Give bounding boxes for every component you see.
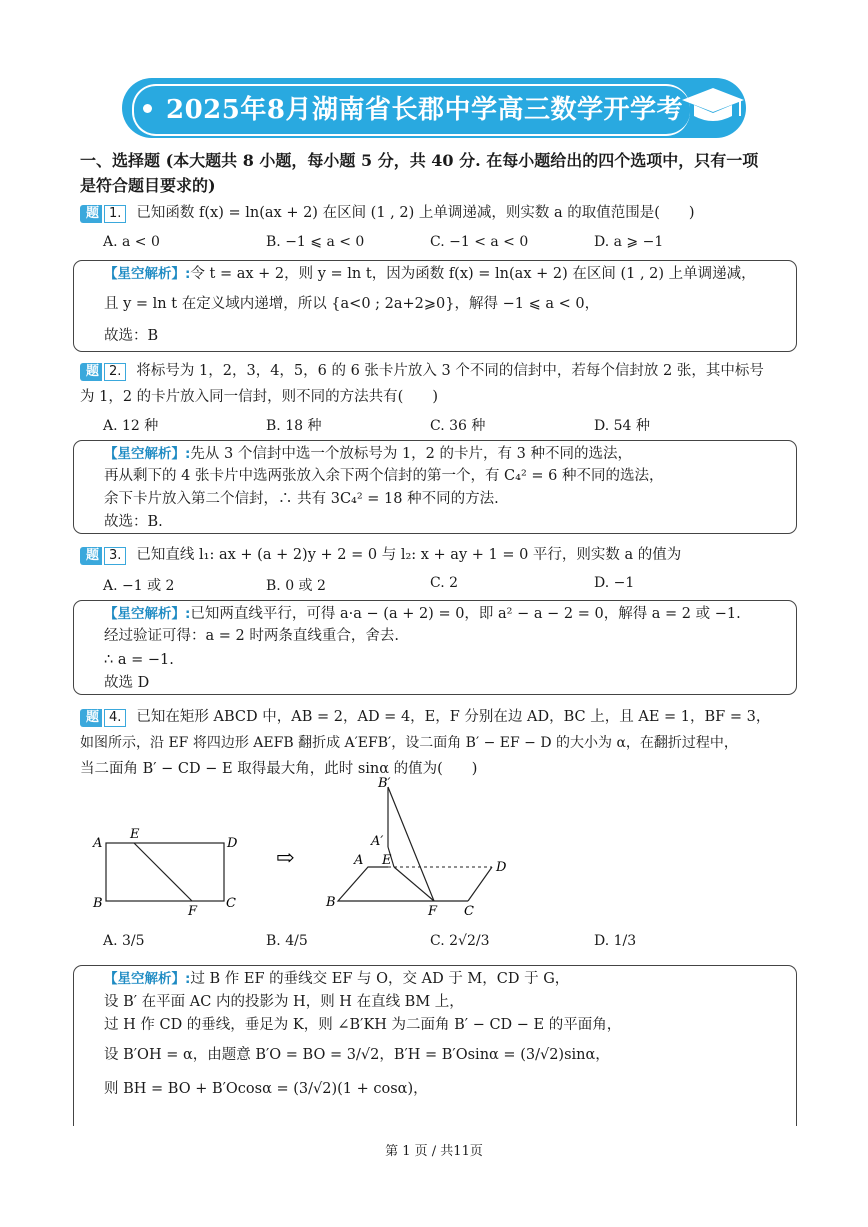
question-text: 已知在矩形 ABCD 中，AB = 2，AD = 4，E，F 分别在边 AD，BC 上，且 AE = 1，BF = 3， — [136, 709, 771, 725]
analysis-line: 过 H 作 CD 的垂线，垂足为 K，则 ∠B′KH 为二面角 B′ − CD − E 的平面角， — [104, 1017, 622, 1033]
option-c[interactable]: C. 2 — [430, 575, 459, 591]
label-f2: F — [428, 904, 438, 919]
analysis-label: 【星空解析】: — [104, 606, 191, 622]
fold-line-ef — [134, 843, 192, 901]
label-e: E — [130, 827, 140, 842]
label-f: F — [188, 904, 198, 919]
question-number: 3. — [104, 547, 126, 565]
option-b[interactable]: B. 0 或 2 — [266, 578, 326, 594]
option-a[interactable]: A. a < 0 — [103, 234, 160, 250]
analysis-label: 【星空解析】: — [104, 971, 191, 987]
analysis-line: 设 B′ 在平面 AC 内的投影为 H，则 H 在直线 BM 上， — [104, 994, 464, 1010]
base-plane — [338, 867, 434, 901]
question-text: 如图所示，沿 EF 将四边形 AEFB 翻折成 A′EFB′，设二面角 B′ − EF − D 的大小为 α，在翻折过程中， — [80, 735, 738, 751]
option-c[interactable]: C. −1 < a < 0 — [430, 234, 529, 250]
question-tag: 题 — [80, 205, 102, 223]
option-a[interactable]: A. −1 或 2 — [103, 578, 175, 594]
option-a[interactable]: A. 3/5 — [103, 933, 145, 949]
label-b2: B — [326, 895, 336, 910]
edge-bprime-f — [388, 787, 434, 901]
rectangle-abcd — [106, 843, 224, 901]
option-d[interactable]: D. 54 种 — [594, 418, 650, 434]
label-a: A — [93, 836, 103, 851]
option-c[interactable]: C. 36 种 — [430, 418, 486, 434]
analysis-box-q1 — [73, 260, 797, 352]
edge-dc — [468, 867, 492, 901]
analysis-line: 经过验证可得：a = 2 时两条直线重合，舍去. — [104, 628, 399, 644]
question-tag: 题 — [80, 709, 102, 727]
option-d[interactable]: D. 1/3 — [594, 933, 637, 949]
analysis-line: 则 BH = BO + B′Ocosα = (3/√2)(1 + cosα)， — [104, 1081, 428, 1097]
analysis-box-q4 — [73, 965, 797, 1126]
analysis-line: 设 B′OH = α，由题意 B′O = BO = 3/√2，B′H = B′Osinα = (3/√2)sinα， — [104, 1047, 610, 1063]
analysis-line: 先从 3 个信封中选一个放标号为 1，2 的卡片，有 3 种不同的选法， — [190, 446, 632, 462]
analysis-line: 故选：B — [104, 328, 159, 344]
analysis-box-q2 — [73, 440, 797, 534]
analysis-line: 余下卡片放入第二个信封，∴ 共有 3C₄² = 18 种不同的方法. — [104, 491, 499, 507]
page-footer: 第 1 页 / 共11页 — [385, 1144, 483, 1159]
option-b[interactable]: B. 18 种 — [266, 418, 322, 434]
analysis-line: 过 B 作 EF 的垂线交 EF 与 O，交 AD 于 M，CD 于 G， — [190, 971, 570, 987]
question-text: 将标号为 1，2，3，4，5，6 的 6 张卡片放入 3 个不同的信封中，若每个信封放 2 张，其中标号 — [136, 363, 764, 379]
label-b: B — [93, 896, 103, 911]
analysis-line: ∴ a = −1. — [104, 652, 174, 668]
question-tag: 题 — [80, 363, 102, 381]
question-number: 1. — [104, 205, 126, 223]
analysis-box-q3 — [73, 600, 797, 695]
option-b[interactable]: B. −1 ⩽ a < 0 — [266, 234, 365, 250]
section-heading — [80, 148, 820, 198]
question-3 — [80, 542, 800, 568]
label-e2: E — [382, 853, 392, 868]
analysis-line: 且 y = ln t 在定义域内递增，所以 {a<0 ; 2a+2⩾0}，解得 −1 ⩽ a < 0， — [104, 296, 600, 312]
analysis-label: 【星空解析】: — [104, 446, 191, 462]
edge-e-f — [394, 867, 434, 901]
label-a2: A — [354, 853, 364, 868]
question-text: 已知函数 f(x) = ln(ax + 2) 在区间 (1 , 2) 上单调递减，则实数 a 的取值范围是( ) — [136, 205, 695, 221]
option-b[interactable]: B. 4/5 — [266, 933, 308, 949]
arrow-icon: ⇨ — [276, 846, 295, 871]
question-text: 当二面角 B′ − CD − E 取得最大角，此时 sinα 的值为( ) — [80, 761, 478, 777]
analysis-label: 【星空解析】: — [104, 266, 191, 282]
label-aprime: A′ — [371, 834, 384, 849]
label-d: D — [227, 836, 238, 851]
question-text: 已知直线 l₁: ax + (a + 2)y + 2 = 0 与 l₂: x + ay + 1 = 0 平行，则实数 a 的值为 — [136, 547, 682, 563]
question-tag: 题 — [80, 547, 102, 565]
label-d2: D — [496, 860, 507, 875]
option-c[interactable]: C. 2√2/3 — [430, 933, 490, 949]
banner-dot — [143, 104, 152, 113]
label-c: C — [226, 896, 236, 911]
question-2 — [80, 358, 800, 410]
page-title: 2025年8月湖南省长郡中学高三数学开学考 — [166, 95, 683, 125]
question-number: 4. — [104, 709, 126, 727]
analysis-line: 故选：B. — [104, 514, 163, 530]
question-1 — [80, 200, 800, 226]
analysis-line: 再从剩下的 4 张卡片中选两张放入余下两个信封的第一个，有 C₄² = 6 种不同的选法， — [104, 468, 664, 484]
section-line-2: 是符合题目要求的) — [80, 176, 216, 195]
label-c2: C — [464, 904, 474, 919]
option-a[interactable]: A. 12 种 — [103, 418, 159, 434]
question-4 — [80, 704, 800, 782]
fold-diagram — [88, 775, 528, 920]
analysis-line: 已知两直线平行，可得 a·a − (a + 2) = 0，即 a² − a − 2 = 0，解得 a = 2 或 −1. — [190, 606, 741, 622]
analysis-line: 令 t = ax + 2，则 y = ln t，因为函数 f(x) = ln(ax + 2) 在区间 (1 , 2) 上单调递减， — [190, 266, 756, 282]
question-text: 为 1，2 的卡片放入同一信封，则不同的方法共有( ) — [80, 389, 438, 405]
label-bprime: B′ — [378, 776, 391, 791]
option-d[interactable]: D. a ⩾ −1 — [594, 234, 664, 250]
graduation-cap-icon — [680, 80, 746, 128]
question-number: 2. — [104, 363, 126, 381]
analysis-line: 故选 D — [104, 675, 150, 691]
section-line-1: 一、选择题 (本大题共 8 小题，每小题 5 分，共 40 分. 在每小题给出的四个选项中，只有一项 — [80, 151, 759, 170]
option-d[interactable]: D. −1 — [594, 575, 635, 591]
